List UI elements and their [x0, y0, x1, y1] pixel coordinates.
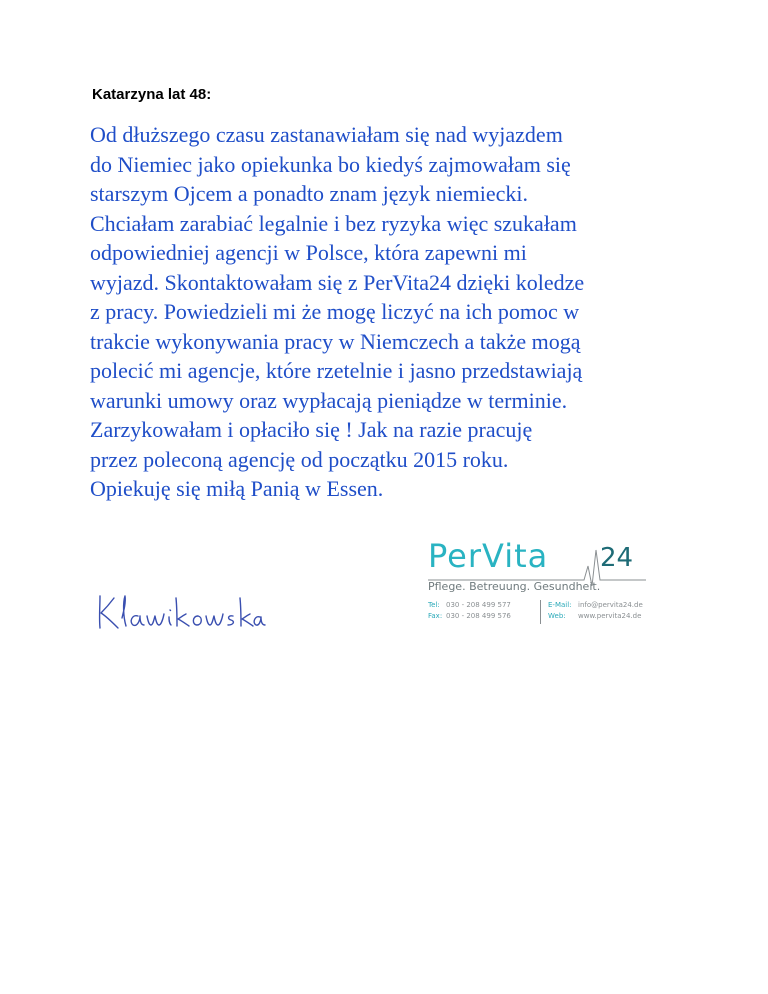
testimonial-line: Opiekuję się miłą Panią w Essen. [90, 476, 384, 501]
logo-brand-text: PerVita [428, 537, 549, 575]
logo-tagline: Pflege. Betreuung. Gesundheit. [428, 580, 601, 593]
logo-brand-number: 24 [600, 543, 634, 573]
testimonial-line: odpowiedniej agencji w Polsce, która zapewni mi [90, 240, 527, 265]
testimonial-line: polecić mi agencje, które rzetelnie i jasno przedstawiają [90, 358, 583, 383]
testimonial-line: Chciałam zarabiać legalnie i bez ryzyka więc szukałam [90, 210, 577, 236]
email-address: info@pervita24.de [578, 601, 643, 609]
logo-contact-phone [428, 600, 511, 622]
tel-number: 030 - 208 499 577 [446, 601, 511, 609]
testimonial-body [90, 120, 690, 504]
fax-label: Fax: [428, 612, 443, 620]
testimonial-line: z pracy. Powiedzieli mi że mogę liczyć na ich pomoc w [90, 299, 580, 324]
web-address: www.pervita24.de [578, 612, 642, 620]
logo-contact-online [548, 600, 643, 622]
handwritten-signature [94, 588, 266, 634]
testimonial-line: trakcie wykonywania pracy w Niemczech a także mogą [90, 328, 581, 354]
fax-number: 030 - 208 499 576 [446, 612, 511, 620]
testimonial-line: Od dłuższego czasu zastanawiałam się nad wyjazdem [90, 122, 563, 147]
testimonial-line: do Niemiec jako opiekunka bo kiedyś zajmowałam się [90, 151, 571, 177]
testimonial-line: wyjazd. Skontaktowałam się z PerVita24 dzięki koledze [90, 269, 585, 295]
web-label: Web: [548, 612, 566, 620]
logo-divider [540, 600, 541, 624]
testimonial-heading: Katarzyna lat 48: [92, 86, 212, 103]
tel-label: Tel: [428, 601, 440, 609]
testimonial-line: warunki umowy oraz wypłacają pieniądze w terminie. [90, 387, 568, 413]
testimonial-line: starszym Ojcem a ponadto znam język niemiecki. [90, 181, 529, 206]
email-label: E-Mail: [548, 601, 572, 609]
testimonial-line: Zarzykowałam i opłaciło się ! Jak na razie pracuję [90, 417, 533, 442]
pervita24-logo [428, 536, 650, 628]
testimonial-line: przez poleconą agencję od początku 2015 roku. [90, 446, 509, 472]
